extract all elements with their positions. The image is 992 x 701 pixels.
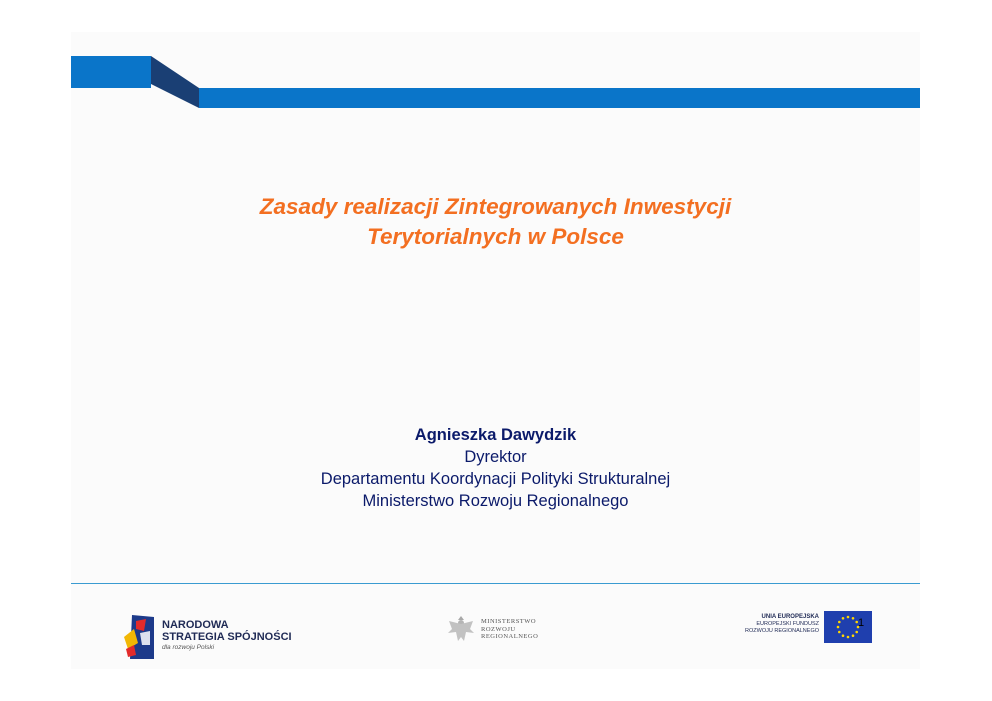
title-line-1: Zasady realizacji Zintegrowanych Inwestycji [259,194,732,219]
nss-logo-line-1: NARODOWA [162,619,229,631]
author-ministry: Ministerstwo Rozwoju Regionalnego [362,492,629,510]
footer-divider [71,583,920,584]
page-number: 1 [858,617,865,629]
author-role: Dyrektor [464,448,527,466]
author-name: Agnieszka Dawydzik [414,426,577,444]
author-department: Departamentu Koordynacji Polityki Strukturalnej [320,470,671,488]
header-bar [71,52,920,112]
slide [71,32,920,669]
ministry-logo [446,615,556,645]
ministry-logo-line-3: REGIONALNEGO [481,633,539,640]
title-line-2: Terytorialnych w Polsce [367,224,624,249]
author-block [71,424,920,512]
nss-logo [124,615,294,659]
nss-logo-line-3: dla rozwoju Polski [162,644,215,651]
slide-title [71,192,920,252]
ministry-logo-line-2: ROZWOJU [481,625,516,633]
narodowa-strategia-emblem-icon [124,615,156,659]
eu-logo-line-2: EUROPEJSKI FUNDUSZ [756,621,819,627]
polish-eagle-icon [446,615,476,645]
eu-logo [721,611,871,645]
ministry-logo-line-1: MINISTERSTWO [481,618,537,625]
footer [71,592,920,662]
eu-logo-line-1: UNIA EUROPEJSKA [761,614,819,620]
eu-flag-icon [824,611,872,643]
eu-logo-line-3: ROZWOJU REGIONALNEGO [745,628,819,634]
nss-logo-line-2: STRATEGIA SPÓJNOŚCI [162,631,292,643]
